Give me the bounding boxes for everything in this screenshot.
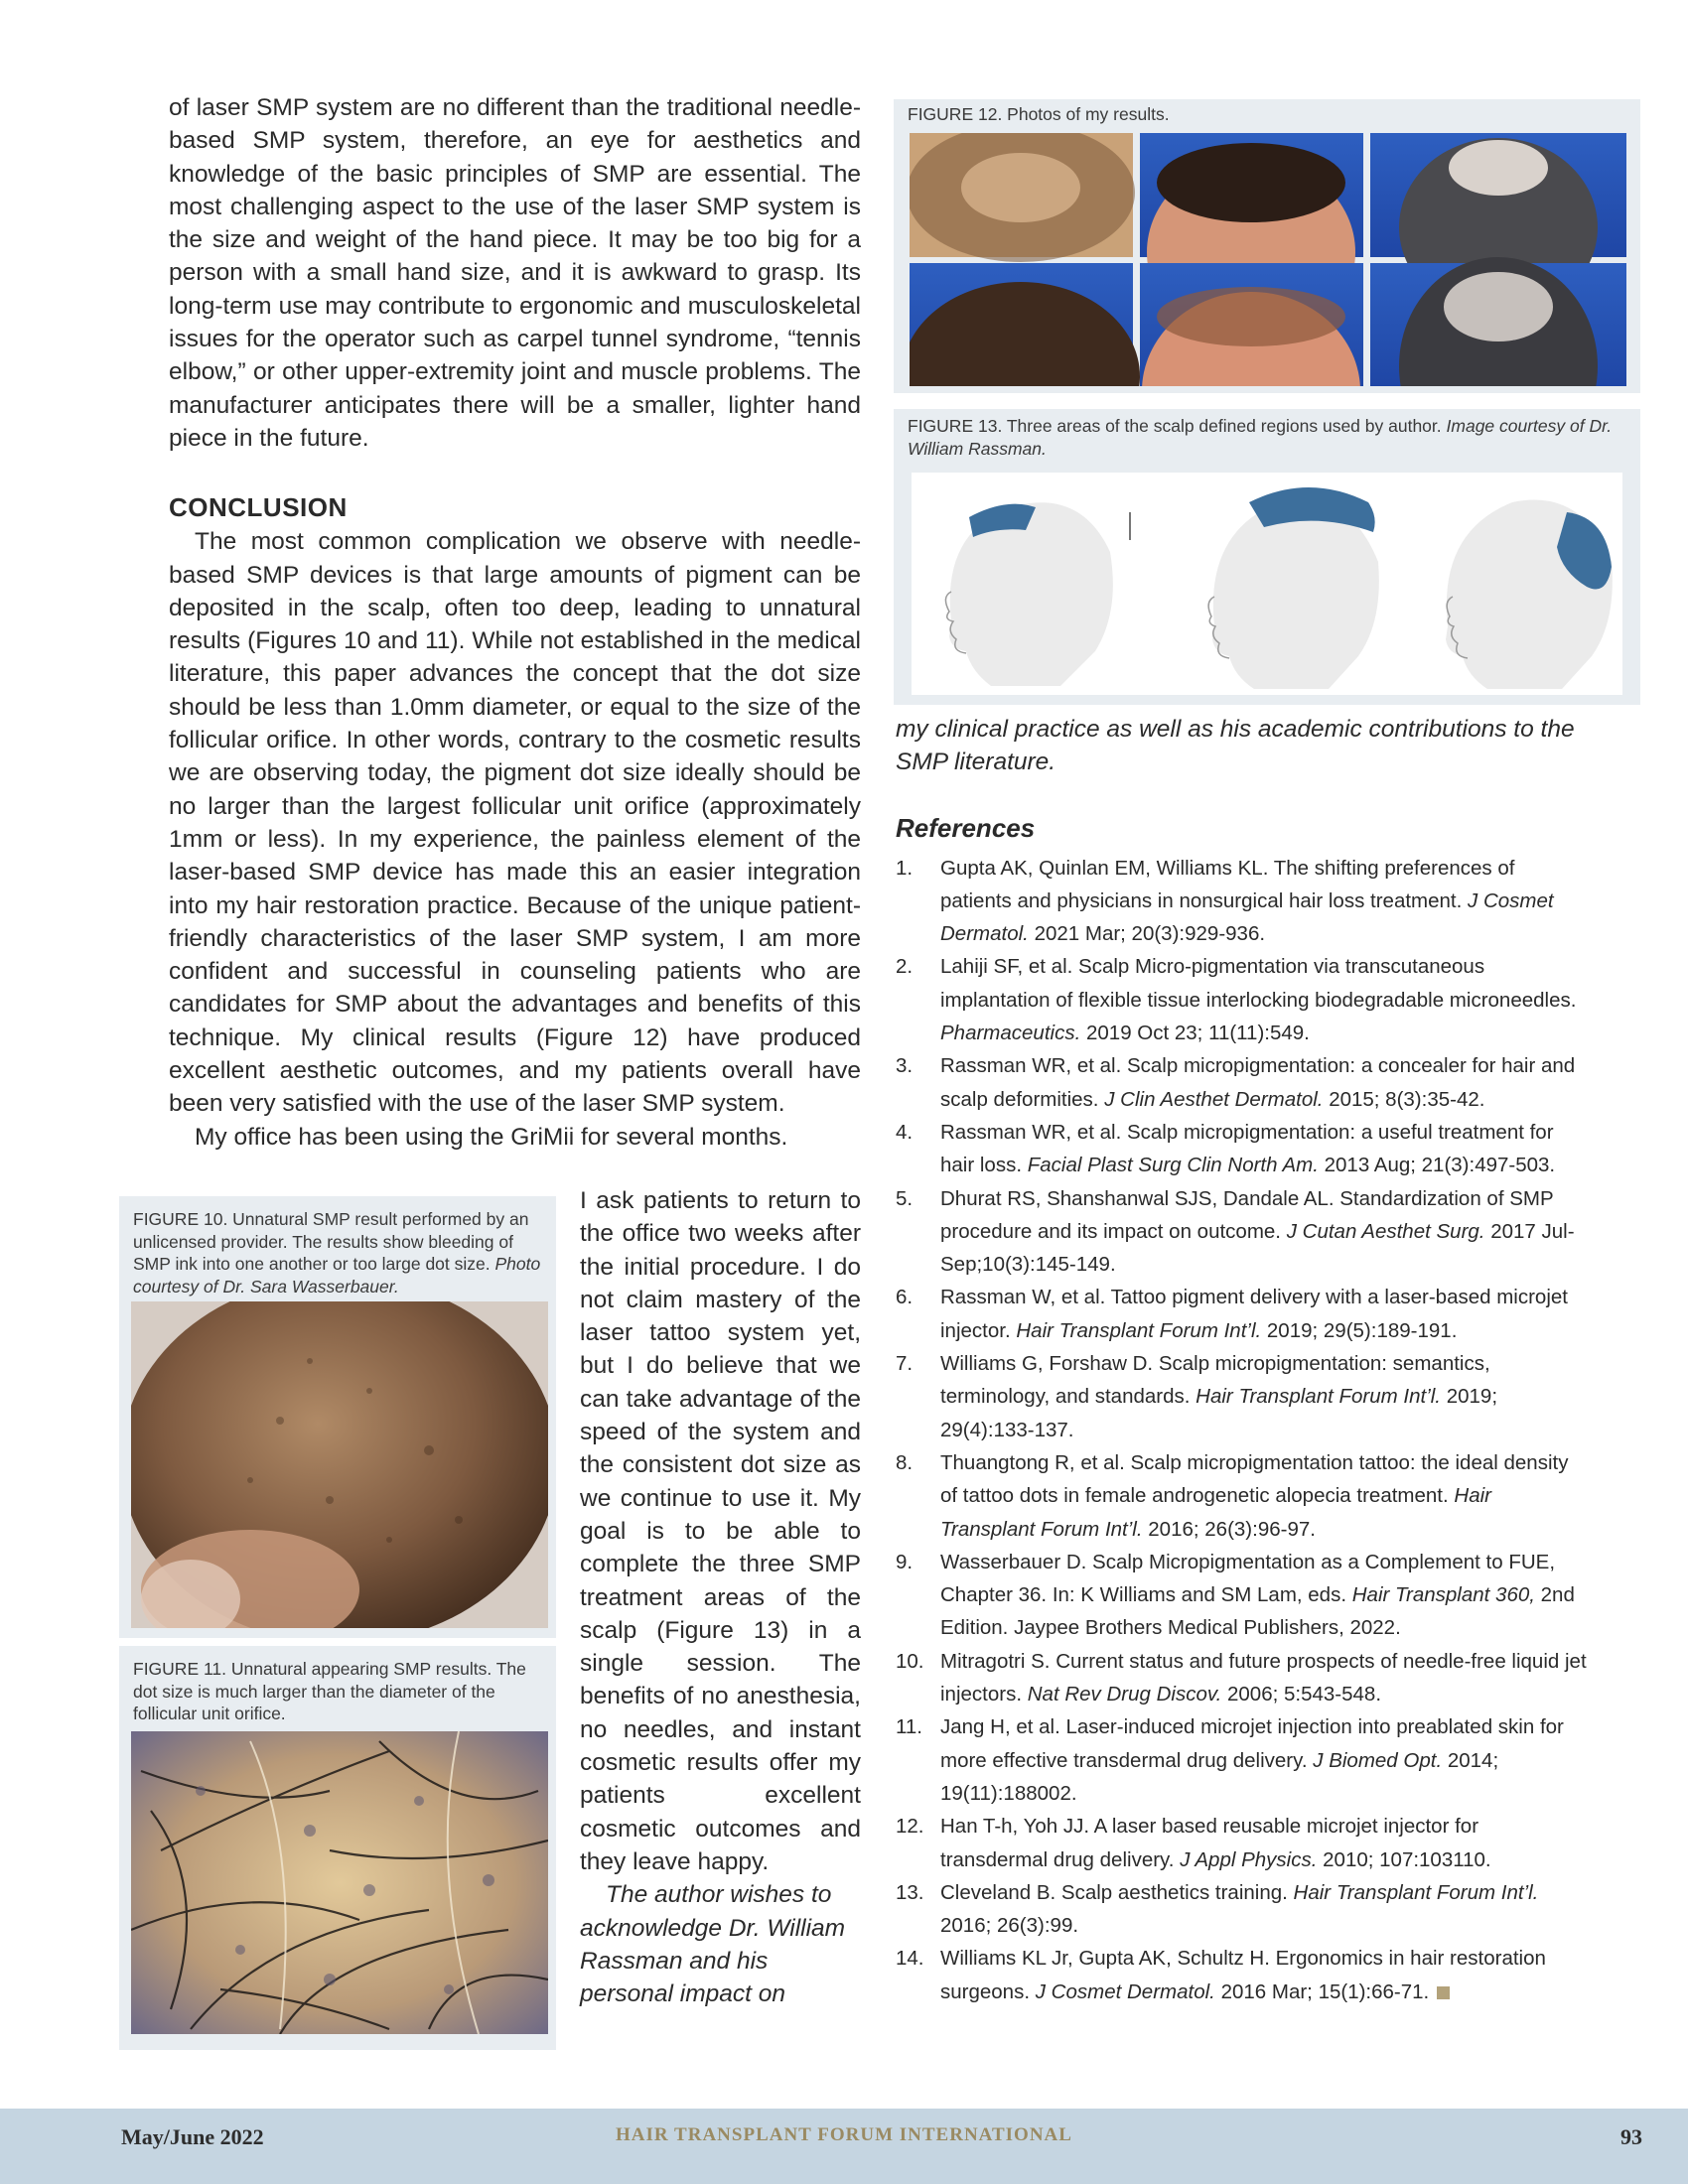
reference-citation: 2019 Oct 23; 11(11):549. <box>1085 1022 1310 1045</box>
reference-text: Thuangtong R, et al. Scalp micropigmentation tattoo: the ideal density of tattoo dots in female androgenetic alopecia treatment. <box>940 1450 1569 1508</box>
reference-number: 8. <box>896 1450 914 1474</box>
reference-text: Cleveland B. Scalp aesthetics training. <box>940 1880 1288 1904</box>
reference-text: Williams G, Forshaw D. Scalp micropigmentation: semantics, terminology, and standards. <box>940 1352 1490 1409</box>
reference-text: Wasserbauer D. Scalp Micropigmentation as a Complement to FUE, Chapter 36. In: K Williams and SM Lam, eds. <box>940 1550 1556 1607</box>
reference-citation: 2016 Mar; 15(1):66-71. <box>1220 1979 1430 2003</box>
reference-citation: 2019; 29(4):133-137. <box>940 1385 1498 1441</box>
reference-citation: 2015; 8(3):35-42. <box>1329 1087 1485 1111</box>
reference-journal: J Cosmet Dermatol. <box>940 888 1554 946</box>
reference-number: 3. <box>896 1054 914 1078</box>
reference-journal: J Appl Physics. <box>1180 1847 1318 1871</box>
reference-journal: Facial Plast Surg Clin North Am. <box>1027 1154 1319 1177</box>
reference-item <box>896 1546 1591 1645</box>
figure-13-caption-text: FIGURE 13. Three areas of the scalp defined regions used by author. <box>908 416 1442 436</box>
reference-text: Gupta AK, Quinlan EM, Williams KL. The shifting preferences of patients and physicians in nonsurgical hair loss treatment. <box>940 856 1515 912</box>
reference-item <box>896 950 1591 1049</box>
figure-13-caption <box>894 409 1640 466</box>
reference-item <box>896 1710 1591 1810</box>
reference-item <box>896 1876 1591 1943</box>
reference-number: 6. <box>896 1286 914 1309</box>
reference-item <box>896 1049 1591 1116</box>
reference-text: Dhurat RS, Shanshanwal SJS, Dandale AL. Standardization of SMP procedure and its impact on outcome. <box>940 1186 1554 1243</box>
reference-number: 11. <box>896 1715 922 1739</box>
reference-item <box>896 1182 1591 1282</box>
references-list <box>896 852 1591 2008</box>
intro-paragraph: of laser SMP system are no different than the traditional needle-based SMP system, therefore, an eye for aesthetics and knowledge of the basic principles of SMP are essential. The most challenging aspect to the use of the laser SMP system is the size and weight of the hand piece. It may be too big for a person with a small hand size, and it is awkward to grasp. Its long-term use may contribute to ergonomic and musculoskeletal issues for the operator such as carpel tunnel syndrome, “tennis elbow,” or other upper-extremity joint and muscle problems. The manufacturer anticipates there will be a smaller, lighter hand piece in the future. <box>169 94 861 452</box>
reference-citation: 2016; 26(3):99. <box>940 1914 1079 1938</box>
figure-11-caption: FIGURE 11. Unnatural appearing SMP results. The dot size is much larger than the diameter of the follicular unit orifice. <box>133 1659 526 1723</box>
reference-citation: 2nd Edition. Jaypee Brothers Medical Publishers, 2022. <box>940 1583 1575 1640</box>
reference-text: Rassman W, et al. Tattoo pigment delivery with a laser-based microjet injector. <box>940 1286 1568 1342</box>
figure-13-credit: Image courtesy of Dr. William Rassman. <box>908 416 1613 459</box>
figure-11-photo <box>131 1731 548 2034</box>
right-column <box>896 713 1591 2008</box>
narrow-text-column <box>580 1184 861 2010</box>
reference-journal: Pharmaceutics. <box>940 1022 1081 1045</box>
reference-citation: 2019; 29(5):189-191. <box>1266 1318 1458 1342</box>
reference-text: Williams KL Jr, Gupta AK, Schultz H. Ergonomics in hair restoration surgeons. <box>940 1947 1546 2003</box>
acknowledgement-end: my clinical practice as well as his academic contributions to the SMP literature. <box>896 716 1575 776</box>
footer-issue: May/June 2022 <box>121 2124 264 2149</box>
reference-journal: Hair Transplant Forum Int’l. <box>940 1484 1491 1541</box>
reference-citation: 2017 Jul-Sep;10(3):145-149. <box>940 1219 1575 1277</box>
conclusion-paragraph: The most common complication we observe with needle-based SMP devices is that large amounts of pigment can be deposited in the scalp, often too deep, leading to unnatural results (Figures 10 and 11). While not established in the medical literature, this paper advances the concept that the dot size should be less than 1.0mm diameter, or equal to the size of the follicular orifice. In other words, contrary to the cosmetic results we are observing today, the pigment dot size ideally should be no larger than the largest follicular unit orifice (approximately 1mm or less). In my experience, the painless element of the laser-based SMP device has made this an easier integration into my hair restoration practice. Because of the unique patient-friendly characteristics of the laser SMP system, I am more confident and successful in counseling patients who are candidates for SMP about the advantages and benefits of this technique. My clinical results (Figure 12) have produced excellent aesthetic outcomes, and my patients overall have been very satisfied with the use of the laser SMP system. <box>169 528 861 1118</box>
reference-text: Han T-h, Yoh JJ. A laser based reusable microjet injector for transdermal drug delivery. <box>940 1815 1479 1871</box>
footer-magazine-title: HAIR TRANSPLANT FORUM INTERNATIONAL <box>616 2124 1072 2145</box>
narrow-paragraph: I ask patients to return to the office two weeks after the initial procedure. I do not claim mastery of the laser tattoo system yet, but I do believe that we can take advantage of the speed of the system and the consistent dot size as we continue to use it. My goal is to be able to complete the three SMP treatment areas of the scalp (Figure 13) in a single session. The benefits of no anesthesia, no needles, and instant cosmetic results offer my patients excellent cosmetic outcomes and they leave happy. <box>580 1187 861 1875</box>
reference-item <box>896 1645 1591 1711</box>
reference-text: Jang H, et al. Laser-induced microjet injection into preablated skin for more effective transdermal drug delivery. <box>940 1715 1564 1772</box>
reference-number: 10. <box>896 1649 924 1673</box>
figure-12-photos <box>910 133 1626 386</box>
reference-journal: J Cutan Aesthet Surg. <box>1286 1219 1485 1243</box>
reference-citation: 2016; 26(3):96-97. <box>1148 1517 1316 1541</box>
footer-page-number: 93 <box>1620 2124 1642 2149</box>
reference-text: Rassman WR, et al. Scalp micropigmentation: a concealer for hair and scalp deformities. <box>940 1054 1576 1111</box>
reference-number: 2. <box>896 955 914 979</box>
reference-text: Rassman WR, et al. Scalp micropigmentation: a useful treatment for hair loss. <box>940 1120 1554 1177</box>
reference-journal: Hair Transplant Forum Int’l. <box>1293 1880 1539 1904</box>
end-of-article-mark <box>1437 1986 1450 1999</box>
reference-number: 1. <box>896 856 914 880</box>
figure-13 <box>894 409 1640 705</box>
reference-citation: 2006; 5:543-548. <box>1227 1683 1382 1706</box>
figure-12-caption: FIGURE 12. Photos of my results. <box>908 104 1170 124</box>
reference-item <box>896 1281 1591 1347</box>
reference-text: Lahiji SF, et al. Scalp Micro-pigmentation via transcutaneous implantation of flexible tissue interlocking biodegradable microneedles. <box>940 955 1577 1012</box>
figure-10-credit: Photo courtesy of Dr. Sara Wasserbauer. <box>133 1254 541 1297</box>
reference-number: 13. <box>896 1880 924 1904</box>
reference-number: 14. <box>896 1947 924 1971</box>
reference-journal: Nat Rev Drug Discov. <box>1027 1683 1222 1706</box>
reference-citation: 2010; 107:103110. <box>1323 1847 1491 1871</box>
reference-number: 4. <box>896 1120 914 1144</box>
reference-journal: J Biomed Opt. <box>1313 1748 1443 1772</box>
reference-journal: J Clin Aesthet Dermatol. <box>1104 1087 1324 1111</box>
reference-citation: 2013 Aug; 21(3):497-503. <box>1324 1154 1556 1177</box>
reference-number: 12. <box>896 1815 924 1839</box>
reference-text: Mitragotri S. Current status and future prospects of needle-free liquid jet injectors. <box>940 1649 1587 1706</box>
figure-12 <box>894 99 1640 393</box>
reference-number: 5. <box>896 1186 914 1210</box>
reference-item <box>896 1116 1591 1182</box>
reference-item <box>896 1446 1591 1546</box>
figure-10-photo <box>131 1301 548 1628</box>
page-footer <box>0 2109 1688 2184</box>
left-column <box>169 91 861 1154</box>
references-heading: References <box>896 812 1036 843</box>
reference-item <box>896 1942 1591 2008</box>
reference-journal: Hair Transplant 360, <box>1351 1583 1535 1607</box>
figure-10-caption-text: FIGURE 10. Unnatural SMP result performed by an unlicensed provider. The results show bleeding of SMP ink into one another or too large dot size. <box>133 1209 529 1274</box>
reference-journal: J Cosmet Dermatol. <box>1035 1979 1215 2003</box>
reference-citation: 2014; 19(11):188002. <box>940 1748 1499 1805</box>
figure-11 <box>119 1646 556 2050</box>
reference-number: 7. <box>896 1352 914 1376</box>
reference-citation: 2021 Mar; 20(3):929-936. <box>1034 922 1266 946</box>
figure-10-caption <box>119 1196 556 1303</box>
office-paragraph-start: My office has been using the GriMii for several months. <box>195 1123 788 1151</box>
figure-10 <box>119 1196 556 1638</box>
reference-item <box>896 1347 1591 1446</box>
reference-journal: Hair Transplant Forum Int’l. <box>1196 1385 1442 1409</box>
acknowledgement-start: The author wishes to acknowledge Dr. William Rassman and his personal impact on <box>580 1881 846 2008</box>
reference-number: 9. <box>896 1550 914 1573</box>
reference-item <box>896 1810 1591 1876</box>
reference-item <box>896 852 1591 951</box>
conclusion-heading: CONCLUSION <box>169 492 348 523</box>
reference-journal: Hair Transplant Forum Int’l. <box>1016 1318 1262 1342</box>
figure-13-diagram <box>912 473 1622 695</box>
